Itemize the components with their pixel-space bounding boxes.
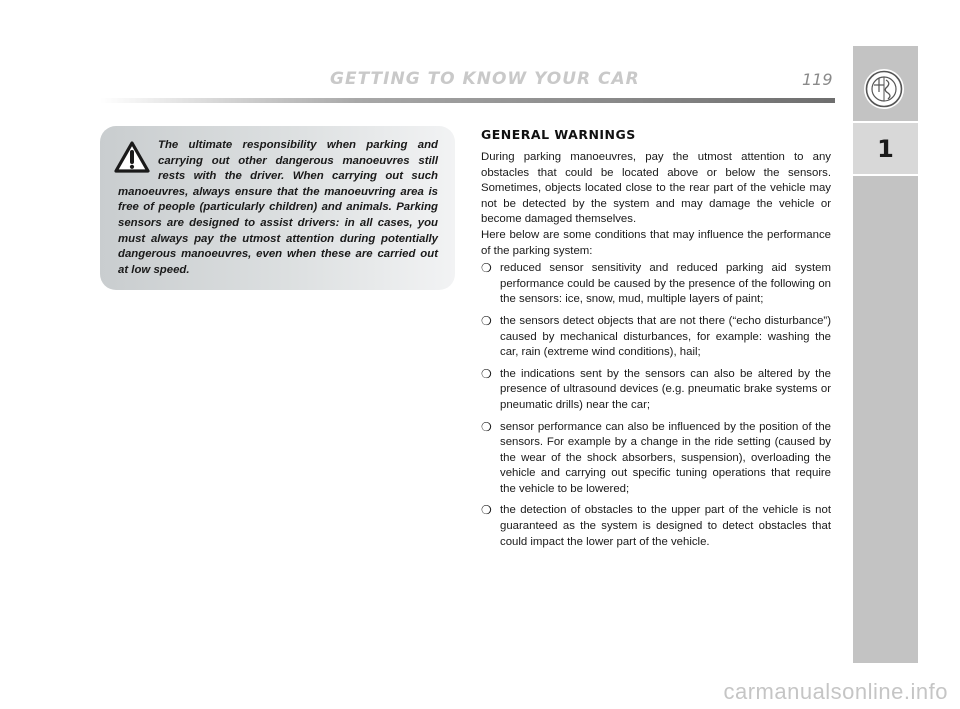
watermark: carmanualsonline.info	[723, 679, 948, 704]
warning-text	[118, 138, 438, 278]
list-item	[481, 367, 831, 414]
bullet-circle-icon: ❍	[481, 503, 492, 518]
list-item	[481, 503, 831, 550]
bullet-circle-icon: ❍	[481, 261, 492, 276]
bullet-circle-icon: ❍	[481, 366, 492, 381]
page-header-title: GETTING TO KNOW YOUR CAR	[330, 69, 640, 89]
list-item-text: the indications sent by the sensors can also be altered by the presence of ultrasound devices (e.g. pneumatic brake systems or pneumatic drills) near the car;	[500, 367, 831, 411]
list-item-text: the sensors detect objects that are not there (“echo disturbance”) caused by mechanical disturbances, for example: washing the car, rain (extreme wind conditions), hail;	[500, 314, 831, 359]
list-item	[481, 261, 831, 308]
alfa-romeo-logo-icon	[863, 68, 905, 110]
header-rule	[100, 98, 835, 103]
conditions-list	[481, 261, 831, 550]
section-intro: Here below are some conditions that may influence the performance of the parking system:	[481, 228, 831, 257]
page-number: 119	[802, 70, 833, 89]
section-heading: GENERAL WARNINGS	[481, 127, 636, 142]
section-paragraph: During parking manoeuvres, pay the utmost attention to any obstacles that could be located above or below the sensors. Sometimes, objects located close to the rear part of the vehicle may not be detected by the system and may damage the vehicle or become damaged themselves.	[481, 151, 831, 226]
bullet-circle-icon: ❍	[481, 419, 492, 434]
warning-text-content: The ultimate responsibility when parking and carrying out other dangerous manoeuvres still rests with the driver. When carrying out such manoeuvres, always ensure that the manoeuvring area is free of people (particularly children) and animals. Parking sensors are designed to assist drivers: in all cases, you must always pay the utmost attention during potentially dangerous manoeuvres, even when these are carried out at low speed.	[118, 139, 438, 276]
list-item	[481, 420, 831, 498]
general-warnings-section	[481, 127, 831, 556]
chapter-tab: 1	[853, 121, 918, 176]
bullet-circle-icon: ❍	[481, 313, 492, 328]
list-item-text: reduced sensor sensitivity and reduced parking aid system performance could be caused by the presence of the following on the sensors: ice, snow, mud, multiple layers of paint;	[500, 262, 831, 306]
list-item-text: sensor performance can also be influenced by the position of the sensors. For example by a change in the ride setting (caused by the wear of the shock absorbers, suspension), overloading the vehicle and carrying out specific tuning operations that require the vehicle to be lowered;	[500, 420, 831, 495]
list-item-text: the detection of obstacles to the upper part of the vehicle is not guaranteed as the system is designed to detect obstacles that could impact the lower part of the vehicle.	[500, 504, 831, 548]
list-item	[481, 314, 831, 361]
